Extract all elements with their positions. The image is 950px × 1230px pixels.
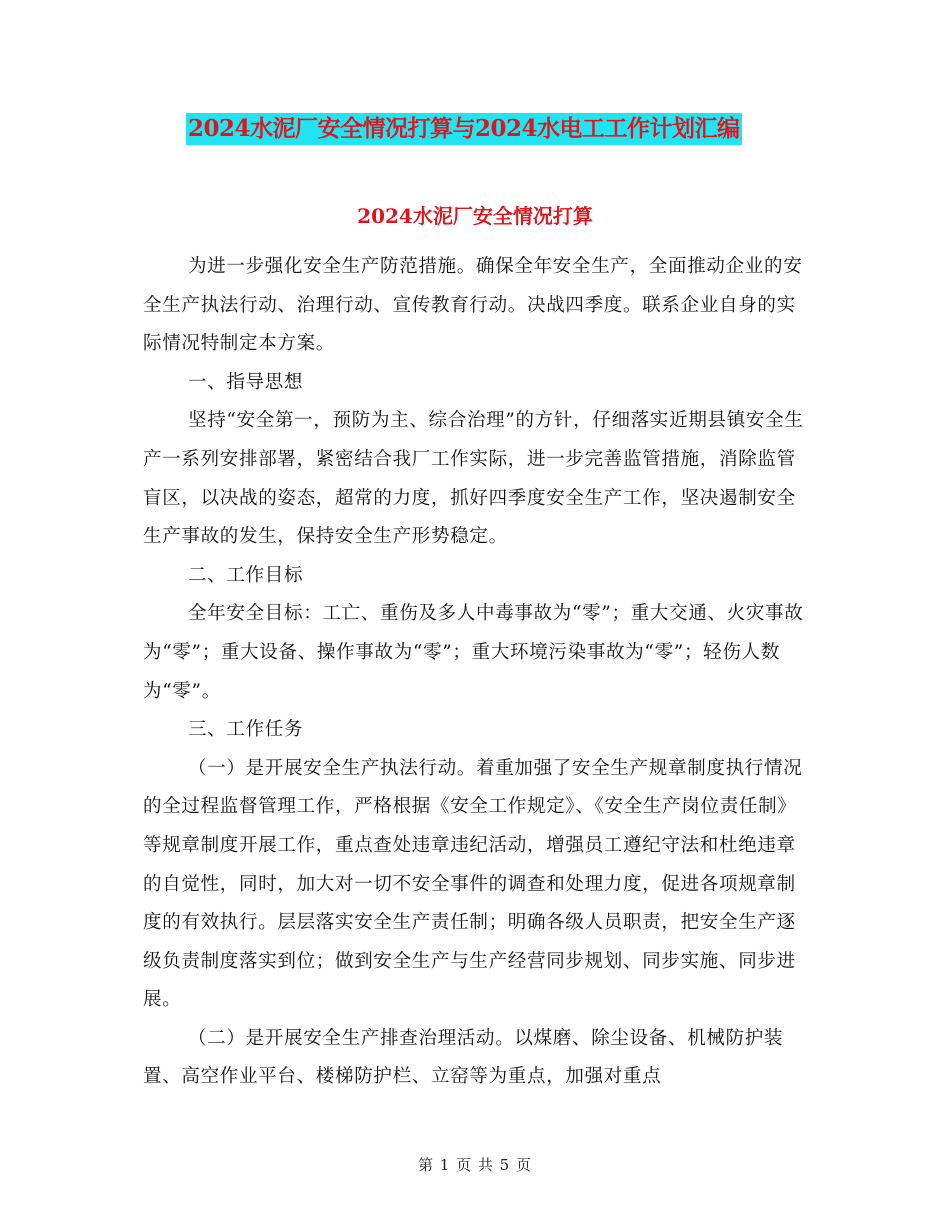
- heading-work-tasks: 三、工作任务: [188, 719, 304, 741]
- heading-guiding-ideology: 一、指导思想: [188, 371, 304, 393]
- paragraph-task-one: （一）是开展安全生产执法行动。着重加强了安全生产规章制度执行情况的全过程监督管理工作，严格根据《安全工作规定》、《安全生产岗位责任制》等规章制度开展工作，重点查处违章违纪活动，增强员工遵纪守法和杜绝违章的自觉性，同时，加大对一切不安全事件的调查和处理力度，促进各项规章制度的有效执行。层层落实安全生产责任制；明确各级人员职责，把安全生产逐级负责制度落实到位；做到安全生产与生产经营同步规划、同步实施、同步进展。: [143, 757, 803, 1011]
- paragraph-guiding-ideology: 坚持“安全第一，预防为主、综合治理”的方针，仔细落实近期县镇安全生产一系列安排部署，紧密结合我厂工作实际，进一步完善监管措施，消除监管盲区，以决战的姿态，超常的力度，抓好四季度安全生产工作，坚决遏制安全生产事故的发生，保持安全生产形势稳定。: [143, 410, 804, 548]
- document-main-title: 2024水泥厂安全情况打算与2024水电工工作计划汇编: [186, 113, 742, 145]
- page-footer: 第 1 页 共 5 页: [418, 1156, 532, 1174]
- section-title: 2024水泥厂安全情况打算: [357, 204, 593, 228]
- paragraph-work-goals: 全年安全目标：工亡、重伤及多人中毒事故为“零”；重大交通、火灾事故为“零”；重大设备、操作事故为“零”；重大环境污染事故为“零”；轻伤人数为“零”。: [143, 603, 804, 702]
- paragraph-task-two: （二）是开展安全生产排查治理活动。以煤磨、除尘设备、机械防护装置、高空作业平台、楼梯防护栏、立窑等为重点，加强对重点: [143, 1027, 784, 1088]
- paragraph-intro: 为进一步强化安全生产防范措施。确保全年安全生产，全面推动企业的安全生产执法行动、治理行动、宣传教育行动。决战四季度。联系企业自身的实际情况特制定本方案。: [143, 256, 803, 355]
- document-body: [143, 248, 813, 1097]
- heading-work-goals: 二、工作目标: [188, 564, 304, 586]
